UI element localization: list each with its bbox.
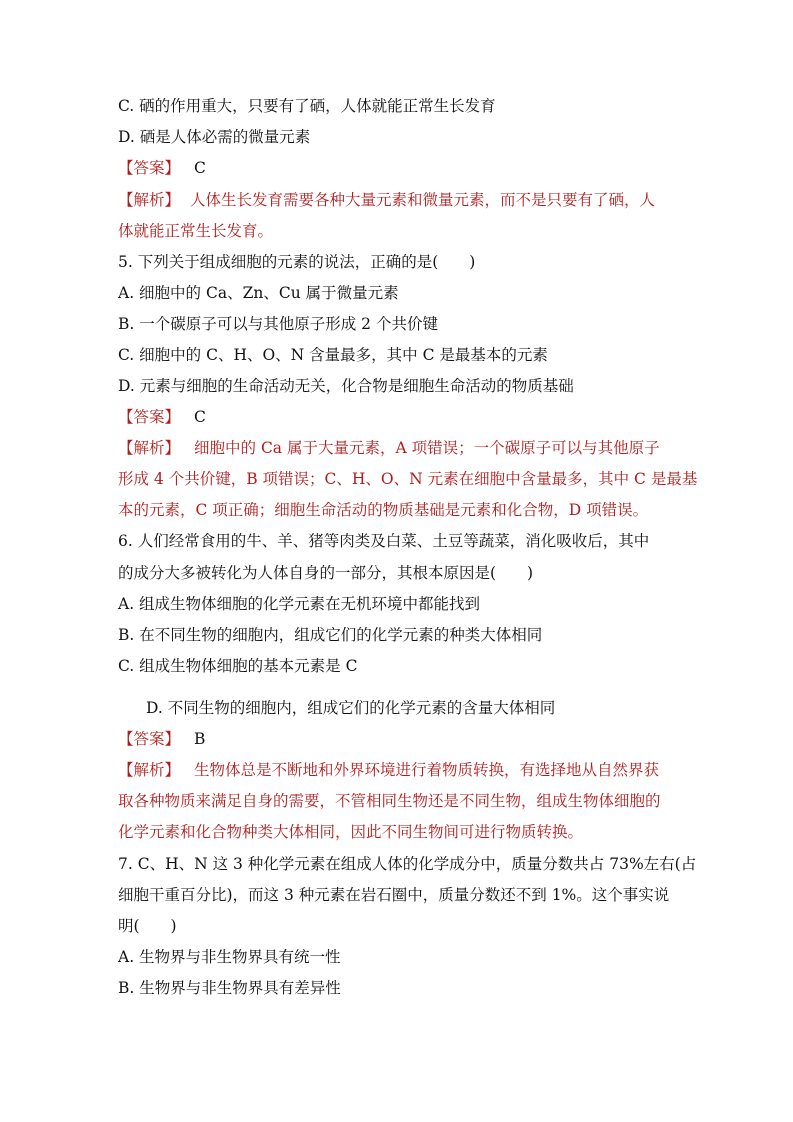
q5-answer [118,407,678,427]
q7-stem-line-2: 细胞干重百分比)，而这 3 种元素在岩石圈中，质量分数还不到 1%。这个事实说 [118,886,670,904]
q6-option-c: C. 组成生物体细胞的基本元素是 C [118,657,358,675]
q6-stem-line-2: 的成分大多被转化为人体自身的一部分，其根本原因是( ) [118,564,534,582]
q5-analysis-line-2: 形成 4 个共价键，B 项错误；C、H、O、N 元素在细胞中含量最多，其中 C 是最基 [118,470,698,488]
q5-analysis-line-1 [118,438,678,458]
q7-stem-line-3: 明( ) [118,917,177,935]
answer-label: 【答案】 [118,730,181,748]
answer-value: C [194,408,206,426]
answer-value: C [194,159,206,177]
q6-option-d: D. 不同生物的细胞内，组成它们的化学元素的含量大体相同 [146,699,556,717]
analysis-label: 【解析】 [118,439,181,457]
q6-analysis-line-1 [118,760,678,780]
q4-option-c: C. 硒的作用重大，只要有了硒，人体就能正常生长发育 [118,97,496,115]
q6-option-a: A. 组成生物体细胞的化学元素在无机环境中都能找到 [118,595,481,613]
q5-option-c: C. 细胞中的 C、H、O、N 含量最多，其中 C 是最基本的元素 [118,346,548,364]
q7-option-a: A. 生物界与非生物界具有统一性 [118,948,341,966]
q5-option-a: A. 细胞中的 Ca、Zn、Cu 属于微量元素 [118,284,399,302]
analysis-text: 人体生长发育需要各种大量元素和微量元素，而不是只要有了硒，人 [190,191,656,209]
q4-analysis-line-1 [118,190,678,210]
q5-analysis-line-3: 本的元素，C 项正确；细胞生命活动的物质基础是元素和化合物，D 项错误。 [118,501,649,519]
q6-analysis-line-2: 取各种物质来满足自身的需要，不管相同生物还是不同生物，组成生物体细胞的 [118,792,661,810]
q4-analysis-line-2: 体就能正常生长发育。 [118,222,274,240]
q5-option-d: D. 元素与细胞的生命活动无关，化合物是细胞生命活动的物质基础 [118,377,574,395]
q5-option-b: B. 一个碳原子可以与其他原子形成 2 个共价键 [118,315,438,333]
analysis-label: 【解析】 [118,761,181,779]
q4-option-d: D. 硒是人体必需的微量元素 [118,128,311,146]
analysis-label: 【解析】 [118,191,181,209]
q7-stem-line-1: 7. C、H、N 这 3 种化学元素在组成人体的化学成分中，质量分数共占 73%左右(占 [118,855,697,873]
answer-label: 【答案】 [118,408,181,426]
q6-option-b: B. 在不同生物的细胞内，组成它们的化学元素的种类大体相同 [118,626,543,644]
q6-analysis-line-3: 化学元素和化合物种类大体相同，因此不同生物间可进行物质转换。 [118,823,584,841]
analysis-text: 细胞中的 Ca 属于大量元素，A 项错误；一个碳原子可以与其他原子 [194,439,660,457]
answer-value: B [194,730,206,748]
analysis-text: 生物体总是不断地和外界环境进行着物质转换，有选择地从自然界获 [194,761,660,779]
q6-answer [118,729,678,749]
q7-option-b: B. 生物界与非生物界具有差异性 [118,979,341,997]
q4-answer [118,158,678,178]
q5-stem: 5. 下列关于组成细胞的元素的说法，正确的是( ) [118,253,476,271]
answer-label: 【答案】 [118,159,181,177]
q6-stem-line-1: 6. 人们经常食用的牛、羊、猪等肉类及白菜、土豆等蔬菜，消化吸收后，其中 [118,532,650,550]
